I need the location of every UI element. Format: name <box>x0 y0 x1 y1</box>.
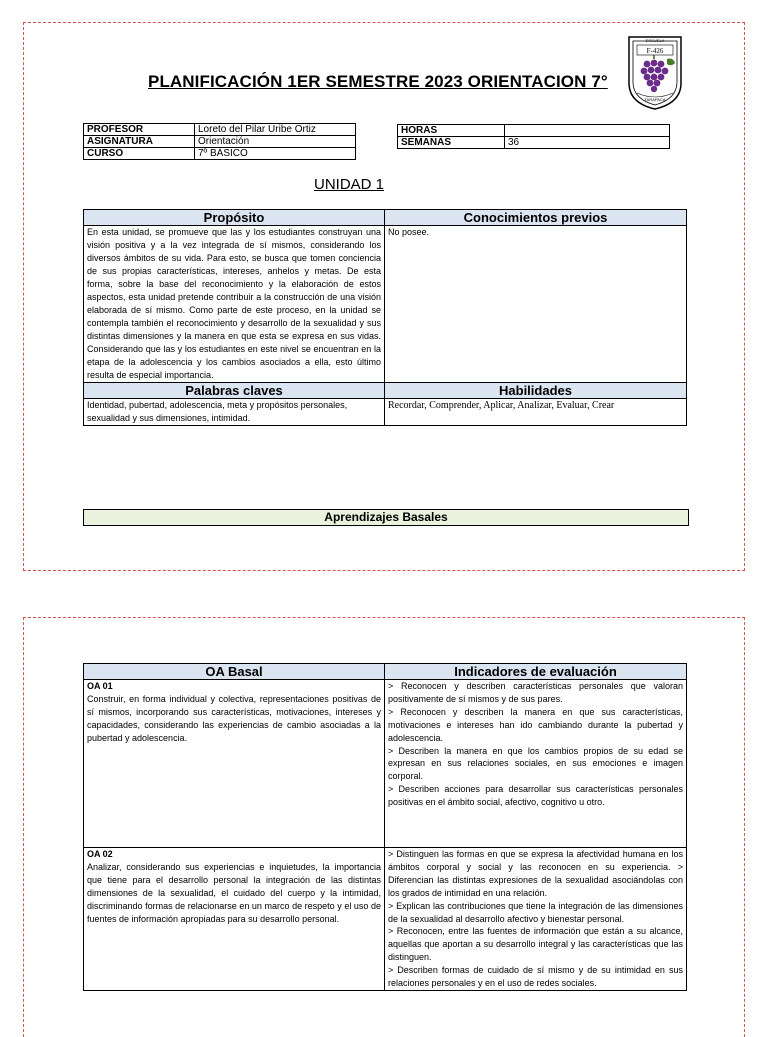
info-label: CURSO <box>84 148 195 160</box>
info-row-semanas <box>398 137 670 149</box>
indicator-item: > Distinguen las formas en que se expresa la afectividad humana en los ámbitos corporal y social y las reconocen en su experiencia. > Diferencian las distintas expresiones de la sexualidad asociándolas con los grados de intimidad en una relación. <box>388 849 683 898</box>
info-label: ASIGNATURA <box>84 136 195 148</box>
indicadores-cell <box>385 680 687 848</box>
info-table-right <box>397 124 670 149</box>
proposito-text: En esta unidad, se promueve que las y los estudiantes construyan una visión positiva y a la vez integrada de sí mismos, considerando los diversos ámbitos de su vida. Para esto, se busca que tomen conciencia de sus propias características, intereses, anhelos y metas. De esta forma, sobre la base del reconocimiento y la elaboración de estos aspectos, esta unidad pretende contribuir a la construcción de una visión elaborada de sí mismo. Como parte de este proceso, en la unidad se contempla también el reconocimiento y desarrollo de la sexualidad y sus distintas dimensiones y la manera en que esta se expresa en sus vidas. Considerando que las y los estudiantes en este nivel se encuentran en la etapa de la adolescencia y los cambios asociados a ella, esto último resulta de especial importancia. <box>84 226 385 383</box>
info-table-left <box>83 123 356 160</box>
unit-table <box>83 209 687 426</box>
indicator-item: > Describen acciones para desarrollar sus características personales positivas en el ámbito social, afectivo, cognitivo u otro. <box>388 784 683 808</box>
oa-code: OA 02 <box>87 849 113 859</box>
page-1 <box>23 22 745 571</box>
info-value <box>505 125 670 137</box>
info-label: SEMANAS <box>398 137 505 149</box>
info-value: Loreto del Pilar Uribe Ortiz <box>195 124 356 136</box>
oa-cell <box>84 680 385 848</box>
table-row <box>84 848 687 991</box>
grapes-seal-icon <box>623 31 687 111</box>
info-row-curso <box>84 148 356 160</box>
aprendizajes-basales-bar: Aprendizajes Basales <box>83 509 689 526</box>
palabras-header: Palabras claves <box>84 383 385 399</box>
seal-top-text: ESCUELA <box>645 38 665 43</box>
info-label: PROFESOR <box>84 124 195 136</box>
info-label: HORAS <box>398 125 505 137</box>
indicadores-cell <box>385 848 687 991</box>
indicator-item: > Reconocen y describen características personales que valoran positivamente de sí mismos y de sus pares. <box>388 681 683 704</box>
conocimientos-header: Conocimientos previos <box>385 210 687 226</box>
info-value: Orientación <box>195 136 356 148</box>
info-row-asignatura <box>84 136 356 148</box>
seal-bottom-text: TARAPACA <box>644 97 666 102</box>
oa-text: Construir, en forma individual y colectiva, representaciones positivas de sí mismos, incorporando sus características, motivaciones, intereses y capacidades, considerando las experiencias de cambio asociadas a la pubertad y adolescencia. <box>87 693 381 743</box>
table-row <box>84 680 687 848</box>
oa-text: Analizar, considerando sus experiencias e inquietudes, la importancia que tiene para el desarrollo personal la integración de las distintas dimensiones de la sexualidad, el cuidado del cuerpo y la intimidad, discriminando formas de relacionarse en un marco de respeto y el uso de fuentes de información apropiadas para su desarrollo personal. <box>87 861 381 924</box>
indicator-item: > Explican las contribuciones que tiene la integración de las dimensiones de la sexualidad al desarrollo afectivo y bienestar personal. <box>388 900 683 924</box>
unit-title: UNIDAD 1 <box>314 176 385 193</box>
oa-header: OA Basal <box>84 664 385 680</box>
oa-cell <box>84 848 385 991</box>
info-value: 7º BÁSICO <box>195 148 356 160</box>
info-row-profesor <box>84 124 356 136</box>
proposito-header: Propósito <box>84 210 385 226</box>
info-row-horas <box>398 125 670 137</box>
indicator-item: > Reconocen y describen la manera en que sus características, motivaciones e intereses han ido cambiando durante la pubertad y adolescencia. <box>388 706 683 743</box>
indicadores-header: Indicadores de evaluación <box>385 664 687 680</box>
seal-number: F-426 <box>646 47 664 55</box>
page-2 <box>23 617 745 1037</box>
indicator-item: > Describen la manera en que los cambios propios de su edad se expresan en sus relaciones sociales, en sus emociones e imagen corporal. <box>388 745 683 782</box>
indicator-item: > Reconocen, entre las fuentes de información que están a su alcance, aquellas que aportan a su desarrollo integral y las características que las distinguen. <box>388 926 683 963</box>
habilidades-header: Habilidades <box>385 383 687 399</box>
palabras-text: Identidad, pubertad, adolescencia, meta y propósitos personales, sexualidad y sus dimensiones, intimidad. <box>84 399 385 426</box>
indicator-item: > Describen formas de cuidado de sí mismo y de su intimidad en sus relaciones personales y en el uso de redes sociales. <box>388 965 683 989</box>
oa-table <box>83 663 687 991</box>
info-value: 36 <box>505 137 670 149</box>
oa-code: OA 01 <box>87 681 113 691</box>
habilidades-text: Recordar, Comprender, Aplicar, Analizar, Evaluar, Crear <box>385 399 687 426</box>
conocimientos-text: No posee. <box>385 226 687 383</box>
page-title: PLANIFICACIÓN 1ER SEMESTRE 2023 ORIENTACION 7° <box>148 72 608 91</box>
